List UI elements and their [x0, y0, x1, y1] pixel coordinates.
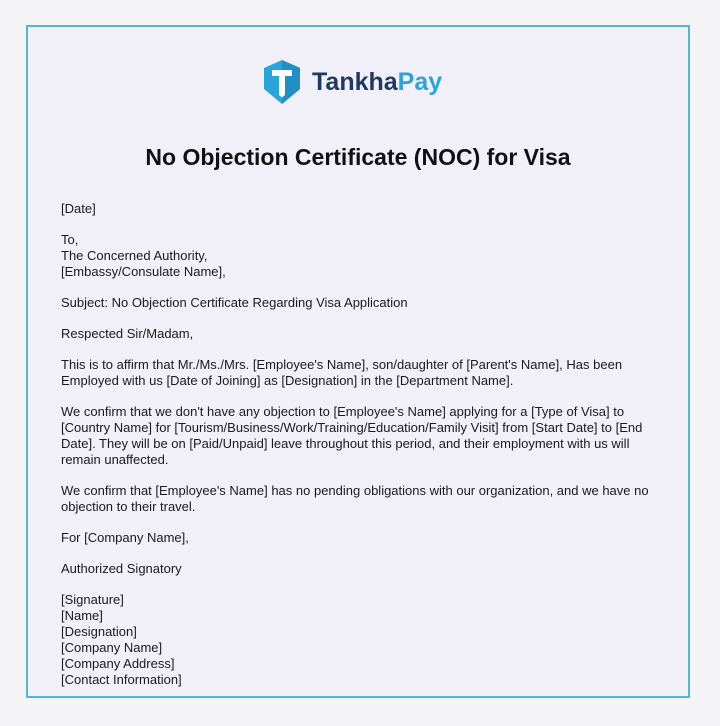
address-to: To, [61, 232, 79, 247]
noc-document [26, 25, 690, 698]
paragraph-no-objection: We confirm that we don't have any objection to [Employee's Name] applying for a [Type of Visa] to [Country Name] for [Tourism/Business/Work/Training/Education/Family Visit] from [Start Date] to [End Date]. They will be on [Paid/Unpaid] leave throughout this period, and their employment with us will remain unaffected. [61, 404, 643, 467]
document-body [61, 201, 671, 703]
signature-name: [Name] [61, 608, 103, 623]
address-embassy: [Embassy/Consulate Name], [61, 264, 226, 279]
signature-designation: [Designation] [61, 624, 137, 639]
closing-line: For [Company Name], [61, 530, 189, 545]
brand-name-part1: Tankha [312, 67, 398, 96]
subject-line: Subject: No Objection Certificate Regarding Visa Application [61, 295, 408, 310]
recipient-address [61, 232, 671, 280]
paragraph-employment: This is to affirm that Mr./Ms./Mrs. [Employee's Name], son/daughter of [Parent's Name], Has been Employed with us [Date of Joining] as [Designation] in the [Department Name]. [61, 357, 623, 388]
signature-company-address: [Company Address] [61, 656, 175, 671]
signature-contact-info: [Contact Information] [61, 672, 182, 687]
brand-name [312, 67, 443, 96]
signature-block [61, 592, 671, 688]
brand-name-part2: Pay [397, 67, 443, 96]
signature-line: [Signature] [61, 592, 124, 607]
brand-logo [262, 57, 442, 107]
document-title: No Objection Certificate (NOC) for Visa [145, 144, 571, 170]
paragraph-obligations: We confirm that [Employee's Name] has no pending obligations with our organization, and we have no objection to their travel. [61, 483, 649, 514]
signature-company-name: [Company Name] [61, 640, 163, 655]
address-authority: The Concerned Authority, [61, 248, 208, 263]
salutation: Respected Sir/Madam, [61, 326, 194, 341]
date-placeholder: [Date] [61, 201, 96, 216]
signatory-label: Authorized Signatory [61, 561, 182, 576]
t-shield-icon [262, 59, 302, 105]
